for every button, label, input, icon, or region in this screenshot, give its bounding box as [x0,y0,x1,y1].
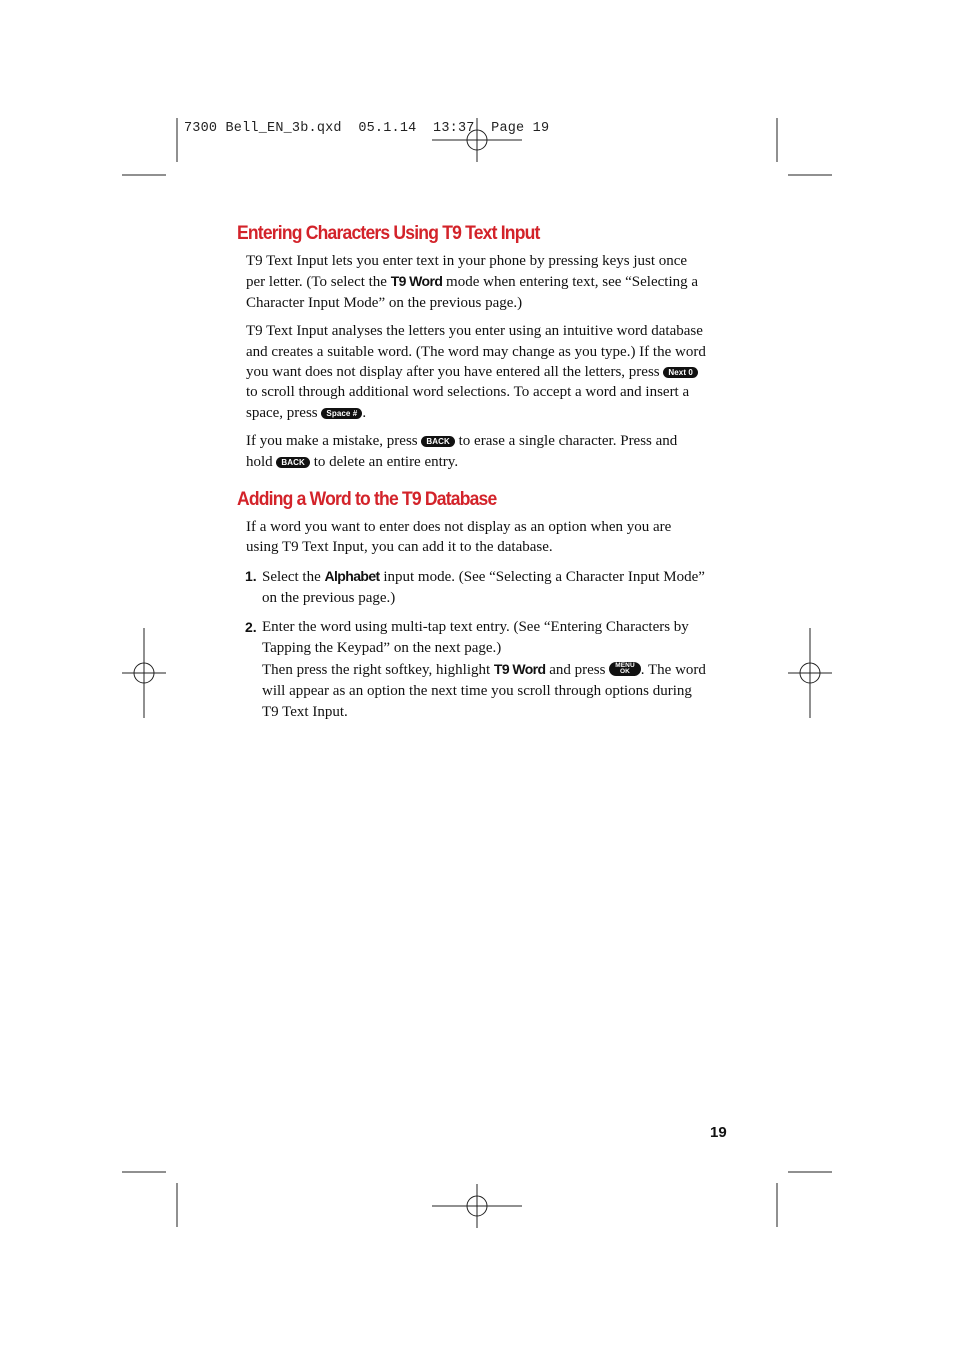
steps-list [237,566,707,723]
paragraph-t9-intro: T9 Text Input lets you enter text in your phone by pressing keys just once per letter. (To select the T9 Word mode when entering text, see “Selecting a Character Input Mode” on the previous page.) [246,253,699,311]
next-key-icon: Next 0 [663,367,698,378]
menu-ok-key-icon: MENU OK [609,662,641,676]
registration-mark-left [122,628,166,718]
page-number: 19 [710,1124,727,1141]
registration-mark-bottom [432,1184,522,1228]
paragraph-database-intro: If a word you want to enter does not display as an option when you are using T9 Text Input, you can add it to the database. [246,519,672,556]
paragraph-mistake: If you make a mistake, press BACK to erase a single character. Press and hold BACK to delete an entire entry. [246,433,678,470]
paragraph-t9-analysis: T9 Text Input analyses the letters you enter using an intuitive word database and creates a suitable word. (The word may change as you type.) If the word you want does not display after you have entered all the letters, press Next 0 to scroll through additional word selections. To accept a word and insert a space, press Space # . [246,323,706,421]
step-1: 1. Select the Alphabet input mode. (See “Selecting a Character Input Mode” on the previous page.) [245,567,705,606]
page-content [237,220,707,731]
section-heading-t9-text-input: Entering Characters Using T9 Text Input [237,222,540,244]
registration-mark-top [432,118,522,162]
back-key-icon: BACK [421,436,455,447]
step-2: 2. Enter the word using multi-tap text entry. (See “Entering Characters by Tapping the Keypad” on the next page.) Then press the right softkey, highlight T9 Word and press MENU OK . The word will appear as an option the next time you scroll through options during T9 Text Input. [245,618,706,720]
file-slug: 7300 Bell_EN_3b.qxd 05.1.14 13:37 Page 19 [184,121,550,136]
registration-mark-right [788,628,832,718]
back-key-hold-icon: BACK [276,457,310,468]
space-key-icon: Space # [321,408,362,419]
section-heading-t9-database: Adding a Word to the T9 Database [237,488,497,511]
alphabet-mode-label: Alphabet [324,567,380,584]
t9-word-option-label: T9 Word [493,660,546,677]
t9-word-mode-label: T9 Word [390,273,443,290]
